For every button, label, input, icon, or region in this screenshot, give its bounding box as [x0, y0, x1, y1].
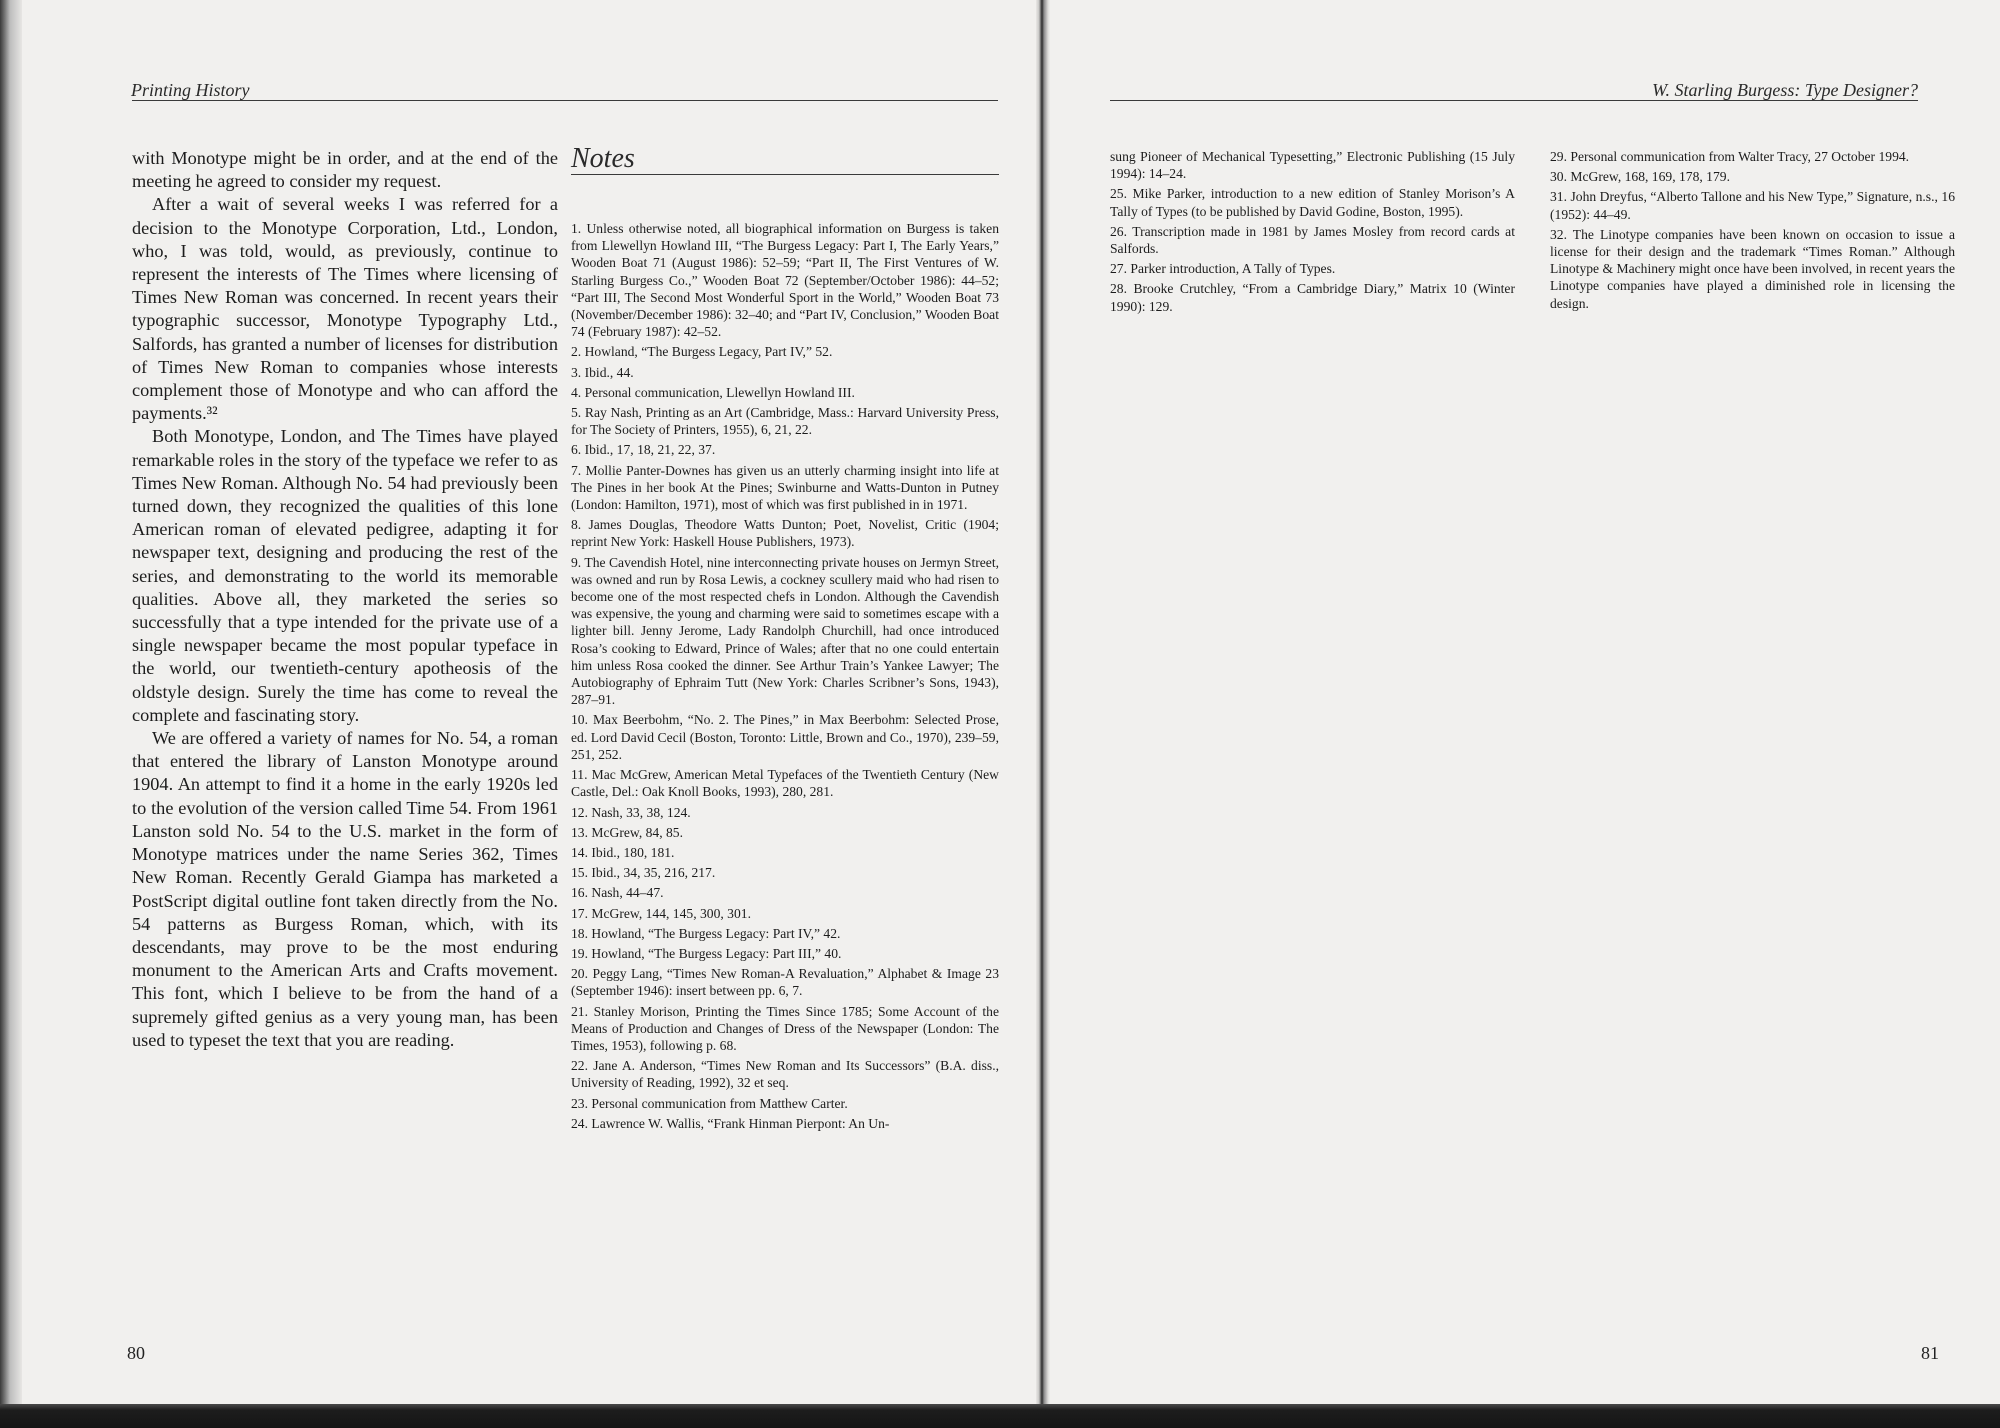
- footnote: 27. Parker introduction, A Tally of Types.: [1110, 261, 1336, 277]
- running-head-right: W. Starling Burgess: Type Designer?: [1652, 80, 1918, 100]
- notes-column: [571, 220, 999, 1135]
- footnote: 24. Lawrence W. Wallis, “Frank Hinman Pierpont: An Un-: [571, 1115, 890, 1131]
- footnote: 15. Ibid., 34, 35, 216, 217.: [571, 865, 716, 881]
- body-text-column: [132, 147, 558, 1052]
- notes-column: [1550, 148, 1955, 315]
- footnote: 12. Nash, 33, 38, 124.: [571, 804, 691, 820]
- footnote: 23. Personal communication from Matthew Carter.: [571, 1095, 848, 1111]
- footnote: 30. McGrew, 168, 169, 178, 179.: [1550, 169, 1730, 185]
- notes-heading: Notes: [571, 143, 635, 174]
- footnote: 20. Peggy Lang, “Times New Roman-A Revaluation,” Alphabet & Image 23 (September 1946): insert between pp. 6, 7.: [571, 966, 999, 999]
- notes-heading-rule: [571, 174, 999, 175]
- footnote: 25. Mike Parker, introduction to a new edition of Stanley Morison’s A Tally of Types (to be published by David Godine, Boston, 1995).: [1110, 186, 1515, 219]
- page-edge-shadow: [0, 0, 22, 1420]
- footnote: sung Pioneer of Mechanical Typesetting,” Electronic Publishing (15 July 1994): 14–24.: [1110, 149, 1515, 182]
- head-rule-left: [132, 100, 998, 101]
- page-number-right: 81: [1921, 1343, 1939, 1363]
- footnote: 4. Personal communication, Llewellyn Howland III.: [571, 384, 855, 400]
- footnote: 17. McGrew, 144, 145, 300, 301.: [571, 905, 751, 921]
- footnote: 31. John Dreyfus, “Alberto Tallone and his New Type,” Signature, n.s., 16 (1952): 44–49.: [1550, 189, 1955, 222]
- right-page: [1050, 0, 2000, 1404]
- footnote: 22. Jane A. Anderson, “Times New Roman and Its Successors” (B.A. diss., University of Reading, 1992), 32 et seq.: [571, 1058, 999, 1091]
- scan-bottom-edge: [0, 1404, 2000, 1428]
- footnote: 9. The Cavendish Hotel, nine interconnecting private houses on Jermyn Street, was owned and run by Rosa Lewis, a cockney scullery maid who had risen to become one of the most respected chefs in London. Although the Cavendish was expensive, the young and charming were said to sometimes escape with a lighter bill. Jenny Jerome, Lady Randolph Churchill, had once introduced Rosa’s cooking to Edward, Prince of Wales; after that no one could entertain him unless Rosa cooked the dinner. See Arthur Train’s Yankee Lawyer; The Autobiography of Ephraim Tutt (New York: Charles Scribner’s Sons, 1943), 287–91.: [571, 554, 999, 708]
- notes-column: [1110, 148, 1515, 318]
- footnote: 2. Howland, “The Burgess Legacy, Part IV,” 52.: [571, 344, 833, 360]
- head-rule-right: [1110, 100, 1918, 101]
- left-page: [22, 0, 1036, 1404]
- page-number-left: 80: [127, 1343, 145, 1363]
- footnote: 8. James Douglas, Theodore Watts Dunton; Poet, Novelist, Critic (1904; reprint New York: Haskell House Publishers, 1973).: [571, 517, 999, 550]
- footnote: 18. Howland, “The Burgess Legacy: Part IV,” 42.: [571, 925, 841, 941]
- footnote: 13. McGrew, 84, 85.: [571, 824, 684, 840]
- footnote: 11. Mac McGrew, American Metal Typefaces of the Twentieth Century (New Castle, Del.: Oak Knoll Books, 1993), 280, 281.: [571, 767, 999, 800]
- book-gutter: [1036, 0, 1050, 1412]
- footnote: 16. Nash, 44–47.: [571, 885, 664, 901]
- body-paragraph: Both Monotype, London, and The Times have played remarkable roles in the story of the typeface we refer to as Times New Roman. Although No. 54 had previously been turned down, they recognized the qualities of this lone American roman of elevated pedigree, adapting it for newspaper text, designing and producing the rest of the series, and demonstrating to the world its memorable qualities. Above all, they marketed the series so successfully that a type intended for the private use of a single newspaper became the most popular typeface in the world, our twentieth-century apotheosis of the oldstyle design. Surely the time has come to reveal the complete and fascinating story.: [132, 426, 558, 725]
- footnote: 1. Unless otherwise noted, all biographical information on Burgess is taken from Llewellyn Howland III, “The Burgess Legacy: Part I, The Early Years,” Wooden Boat 71 (August 1986): 52–59; “Part II, The First Ventures of W. Starling Burgess Co.,” Wooden Boat 72 (September/October 1986): 44–52; “Part III, The Second Most Wonderful Sport in the World,” Wooden Boat 73 (November/December 1986): 32–40; and “Part IV, Conclusion,” Wooden Boat 74 (February 1987): 42–52.: [571, 221, 999, 340]
- footnote: 14. Ibid., 180, 181.: [571, 844, 675, 860]
- body-paragraph: We are offered a variety of names for No. 54, a roman that entered the library of Lanston Monotype around 1904. An attempt to find it a home in the early 1920s led to the evolution of the version called Time 54. From 1961 Lanston sold No. 54 to the U.S. market in the form of Monotype matrices under the name Series 362, Times New Roman. Recently Gerald Giampa has marketed a PostScript digital outline font taken directly from the No. 54 patterns as Burgess Roman, which, with its descendants, may prove to be the most enduring monument to the American Arts and Crafts movement. This font, which I believe to be from the hand of a supremely gifted genius as a very young man, has been used to typeset the text that you are reading.: [132, 728, 558, 1050]
- footnote: 28. Brooke Crutchley, “From a Cambridge Diary,” Matrix 10 (Winter 1990): 129.: [1110, 281, 1515, 314]
- footnote: 26. Transcription made in 1981 by James Mosley from record cards at Salfords.: [1110, 223, 1515, 257]
- footnote: 29. Personal communication from Walter Tracy, 27 October 1994.: [1550, 149, 1910, 164]
- running-head-left: Printing History: [131, 80, 250, 100]
- footnote: 6. Ibid., 17, 18, 21, 22, 37.: [571, 442, 716, 458]
- footnote: 7. Mollie Panter-Downes has given us an utterly charming insight into life at The Pines in her book At the Pines; Swinburne and Watts-Dunton in Putney (London: Hamilton, 1971), most of which was first published in in 1971.: [571, 462, 999, 513]
- footnote: 19. Howland, “The Burgess Legacy: Part III,” 40.: [571, 945, 842, 961]
- body-paragraph: with Monotype might be in order, and at the end of the meeting he agreed to consider my request.: [132, 148, 558, 192]
- footnote: 5. Ray Nash, Printing as an Art (Cambridge, Mass.: Harvard University Press, for The Society of Printers, 1955), 6, 21, 22.: [571, 405, 999, 438]
- footnote: 21. Stanley Morison, Printing the Times Since 1785; Some Account of the Means of Production and Changes of Dress of the Newspaper (London: The Times, 1953), following p. 68.: [571, 1003, 999, 1053]
- footnote: 3. Ibid., 44.: [571, 364, 634, 380]
- body-paragraph: After a wait of several weeks I was referred for a decision to the Monotype Corporation, Ltd., London, who, I was told, would, as previously, continue to represent the interests of The Times where licensing of Times New Roman was concerned. In recent years their typographic successor, Monotype Typography Ltd., Salfords, has granted a number of licenses for distribution of Times New Roman to companies whose interests complement those of Monotype and who can afford the payments.³²: [132, 194, 558, 424]
- footnote: 10. Max Beerbohm, “No. 2. The Pines,” in Max Beerbohm: Selected Prose, ed. Lord David Cecil (Boston, Toronto: Little, Brown and Co., 1970), 239–59, 251, 252.: [571, 712, 999, 762]
- footnote: 32. The Linotype companies have been known on occasion to issue a license for their design and the trademark “Times Roman.” Although Linotype & Machinery might once have been involved, in recent years the Linotype companies have played a diminished role in licensing the design.: [1550, 226, 1955, 311]
